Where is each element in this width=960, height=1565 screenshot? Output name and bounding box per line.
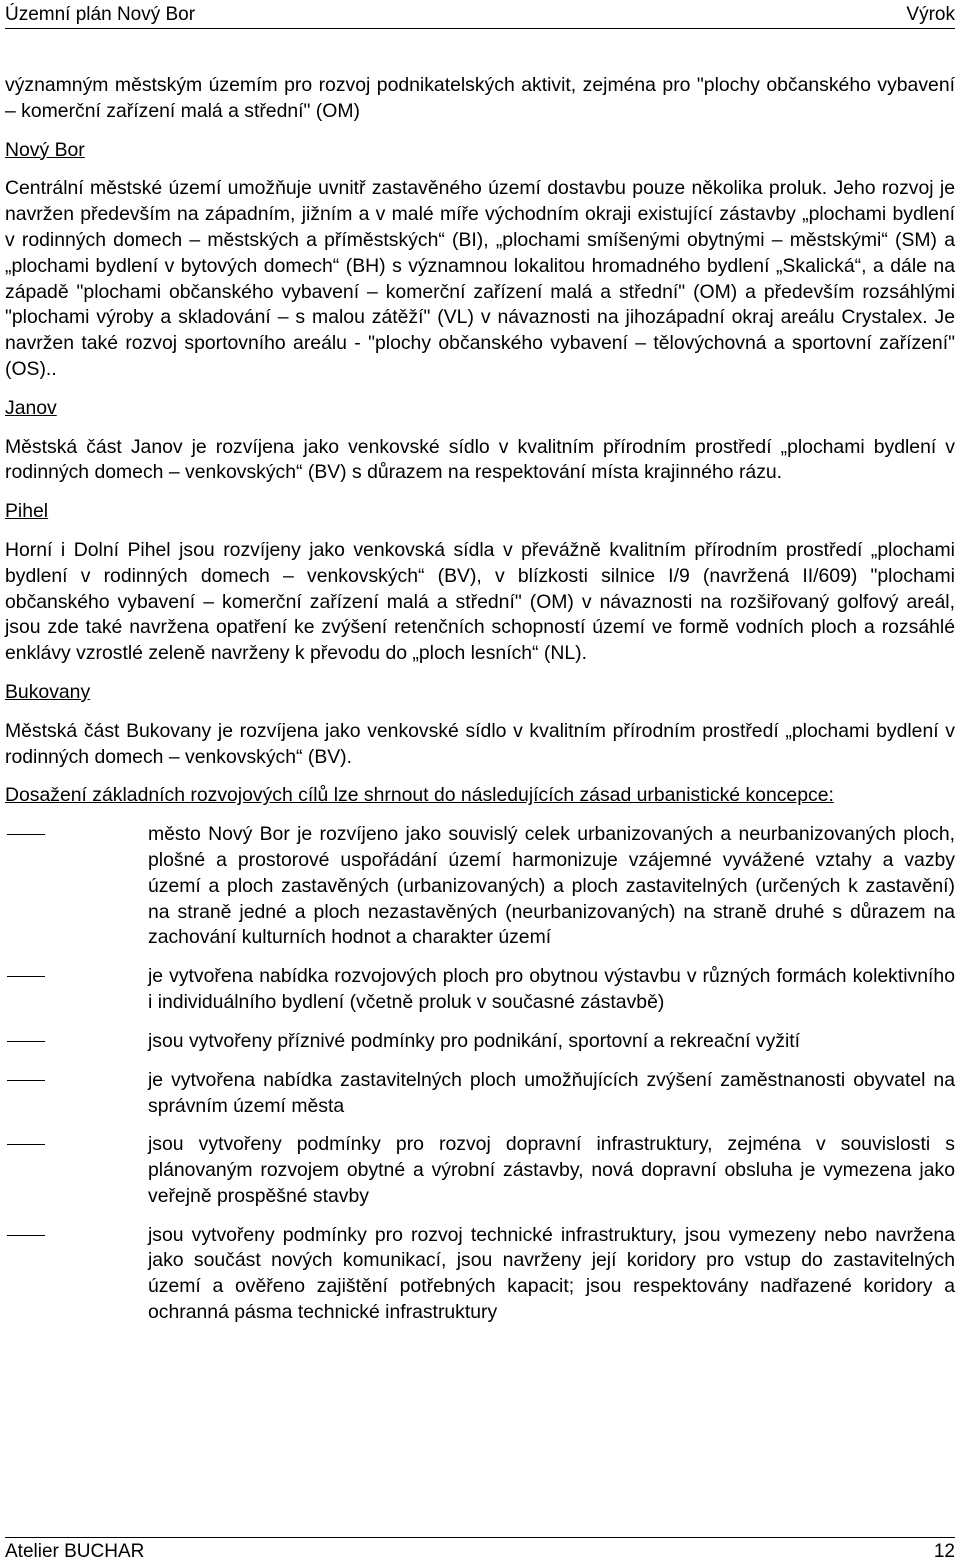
page-number: 12	[933, 1541, 955, 1562]
list-item	[5, 822, 955, 951]
list-item	[5, 1223, 955, 1326]
dash-bullet-icon	[5, 964, 148, 990]
list-item-text: město Nový Bor je rozvíjeno jako souvislý celek urbanizovaných a neurbanizovaných ploch, plošné a prostorové uspořádání území harmonizuje vzájemné vyvážené vztahy a vazby území a ploch zastavěných (urbanizovaných) a ploch zastavitelných (určených k zastavění) na straně jedné a ploch nezastavěných (neurbanizovaných) na straně druhé s důrazem na zachování kulturních hodnot a charakter území	[148, 823, 955, 949]
heading-principles: Dosažení základních rozvojových cílů lze shrnout do následujících zásad urbanistické koncepce:	[5, 784, 834, 807]
dash-bullet-icon	[5, 1068, 148, 1094]
document-body	[5, 73, 955, 1339]
paragraph-novy-bor: Centrální městské území umožňuje uvnitř zastavěného území dostavbu pouze několika proluk. Jeho rozvoj je navržen především na západním, jižním a v malé míře východním okraji existující zástavby „plochami bydlení v rodinných domech – městských a příměstských“ (BI), „plochami smíšenými obytnými – městskými“ (SM) a „plochami bydlení v bytových domech“ (BH) s významnou lokalitou hromadného bydlení „Skalická“, a dále na západě "plochami občanského vybavení – komerční zařízení malá a střední" (OM) a především rozsáhlými "plochami výroby a skladování – s malou zátěží" (VL) v návaznosti na jihozápadní okraj areálu Crystalex. Je navržen také rozvoj sportovního areálu - "plochy občanského vybavení – tělovýchovná a sportovní zařízení" (OS)..	[5, 177, 955, 380]
list-item	[5, 1132, 955, 1209]
dash-bullet-icon	[5, 1132, 148, 1158]
heading-bukovany: Bukovany	[5, 680, 91, 703]
paragraph-bukovany: Městská část Bukovany je rozvíjena jako venkovské sídlo v kvalitním přírodním prostředí „plochami bydlení v rodinných domech – venkovských“ (BV).	[5, 719, 955, 768]
list-item	[5, 964, 955, 1016]
dash-bullet-icon	[5, 1223, 148, 1249]
list-item	[5, 1029, 955, 1055]
document-title: Územní plán Nový Bor	[5, 4, 196, 25]
list-item-text: je vytvořena nabídka zastavitelných ploch umožňujících zvýšení zaměstnanosti obyvatel na správním území města	[148, 1068, 955, 1117]
dash-bullet-icon	[5, 822, 148, 848]
list-item-text: jsou vytvořeny podmínky pro rozvoj dopravní infrastruktury, zejména v souvislosti s plánovaným rozvojem obytné a výrobní zástavby, nová dopravní obsluha je vymezena jako veřejně prospěšné stavby	[148, 1133, 955, 1207]
list-item	[5, 1068, 955, 1120]
paragraph-pihel: Horní i Dolní Pihel jsou rozvíjeny jako venkovská sídla v převážně kvalitním přírodním prostředí „plochami bydlení v rodinných domech – venkovských“ (BV), v blízkosti silnice I/9 (navržená II/609) "plochami občanského vybavení – komerční zařízení malá a střední" (OM) v návaznosti na rozšiřovaný golfový areál, jsou zde také navržena opatření ke zvýšení retenčních schopností území ve formě vodních ploch a rozsáhlé enklávy vzrostlé zeleně navrženy k převodu do „ploch lesních“ (NL).	[5, 538, 955, 665]
list-item-text: jsou vytvořeny podmínky pro rozvoj technické infrastruktury, jsou vymezeny nebo navržena jako součást nových komunikací, jsou navrženy její koridory pro vstup do zastavitelných území a ověřeno zajištění potřebných kapacit; jsou respektovány nadřazené koridory a ochranná pásma technické infrastruktury	[148, 1223, 955, 1324]
author-label: Atelier BUCHAR	[5, 1541, 145, 1562]
intro-paragraph: významným městským územím pro rozvoj podnikatelských aktivit, zejména pro "plochy občanského vybavení – komerční zařízení malá a střední" (OM)	[5, 74, 955, 122]
dash-bullet-icon	[5, 1029, 148, 1055]
heading-novy-bor: Nový Bor	[5, 138, 85, 161]
principles-list	[5, 822, 955, 1326]
paragraph-janov: Městská část Janov je rozvíjena jako venkovské sídlo v kvalitním přírodním prostředí „plochami bydlení v rodinných domech – venkovských“ (BV) s důrazem na respektování místa krajinného rázu.	[5, 435, 955, 484]
heading-pihel: Pihel	[5, 500, 49, 523]
list-item-text: je vytvořena nabídka rozvojových ploch pro obytnou výstavbu v různých formách kolektivního i individuálního bydlení (včetně proluk v současné zástavbě)	[148, 965, 955, 1013]
list-item-text: jsou vytvořeny příznivé podmínky pro podnikání, sportovní a rekreační vyžití	[148, 1029, 801, 1052]
page-header	[5, 2, 955, 29]
page-footer	[5, 1537, 955, 1564]
heading-janov: Janov	[5, 396, 57, 419]
section-label: Výrok	[906, 4, 955, 25]
